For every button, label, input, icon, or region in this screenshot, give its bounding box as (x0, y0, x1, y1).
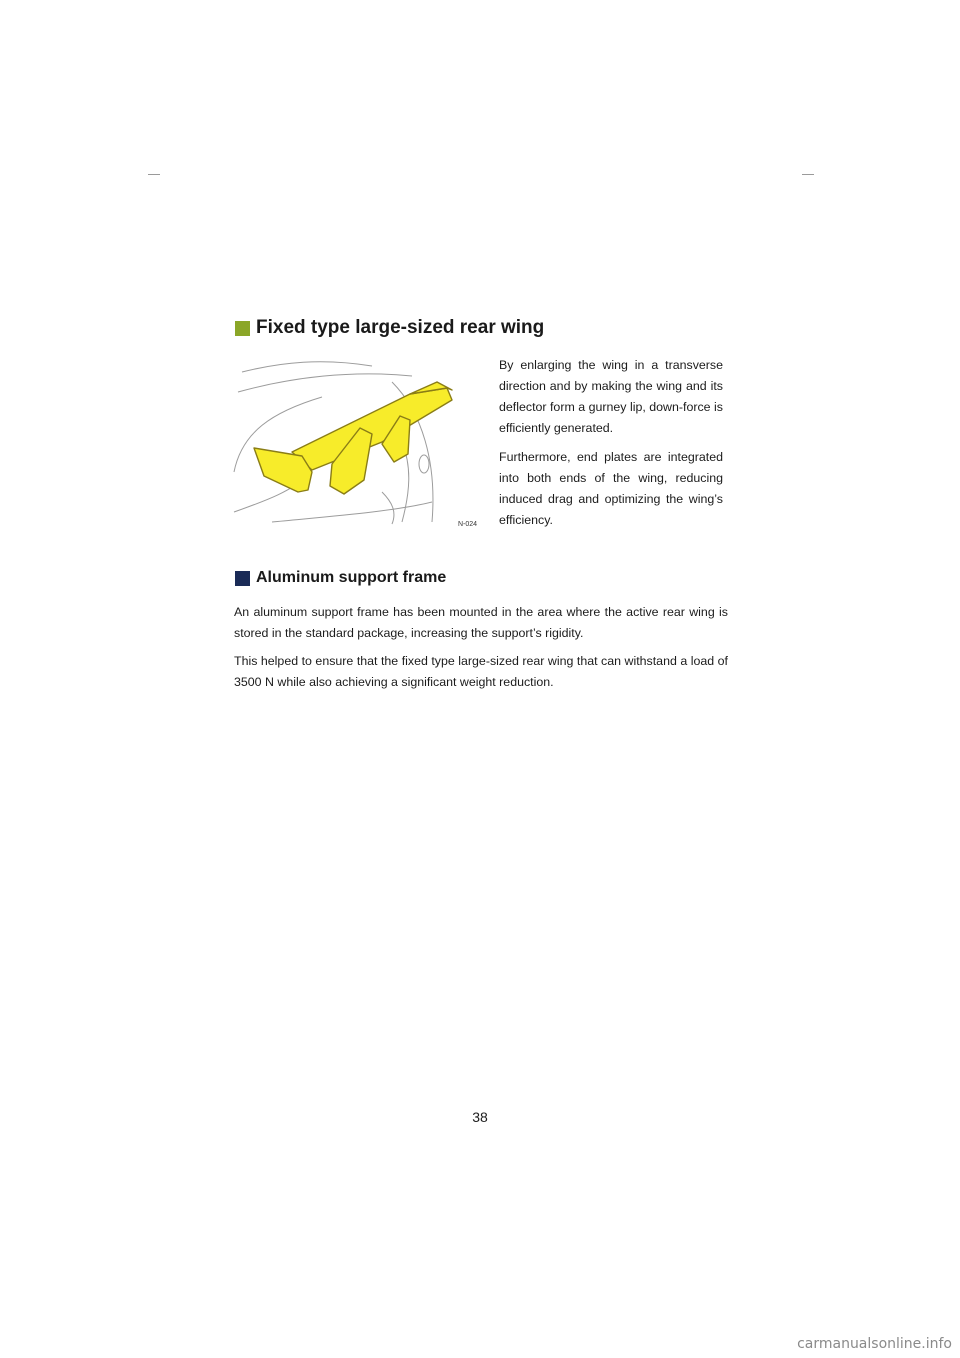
wing-paragraph-2: Furthermore, end plates are integrated into both ends of the wing, reducing induced drag and optimizing the wing’s efficiency. (499, 450, 723, 527)
heading-text: Aluminum support frame (256, 569, 447, 586)
section-heading-rear-wing (235, 317, 544, 339)
frame-paragraph-1: An aluminum support frame has been mounted in the area where the active rear wing is stored in the standard package, increasing the support’s rigidity. (234, 605, 728, 640)
navy-square-icon (235, 571, 250, 586)
wing-paragraph-1: By enlarging the wing in a transverse direction and by making the wing and its deflector form a gurney lip, down-force is efficiently generated. (499, 358, 723, 435)
page-number: 38 (472, 1109, 488, 1125)
section-heading-support-frame (235, 569, 446, 587)
rear-wing-illustration (232, 352, 477, 532)
footer-watermark: carmanualsonline.info (797, 1336, 952, 1352)
frame-paragraph-2: This helped to ensure that the fixed type large-sized rear wing that can withstand a load of 3500 N while also achieving a significant weight reduction. (234, 654, 728, 689)
heading-text: Fixed type large-sized rear wing (256, 317, 545, 338)
crop-mark-right (802, 174, 814, 175)
green-square-icon (235, 321, 250, 336)
crop-mark-left (148, 174, 160, 175)
figure-label: N-024 (458, 521, 477, 528)
